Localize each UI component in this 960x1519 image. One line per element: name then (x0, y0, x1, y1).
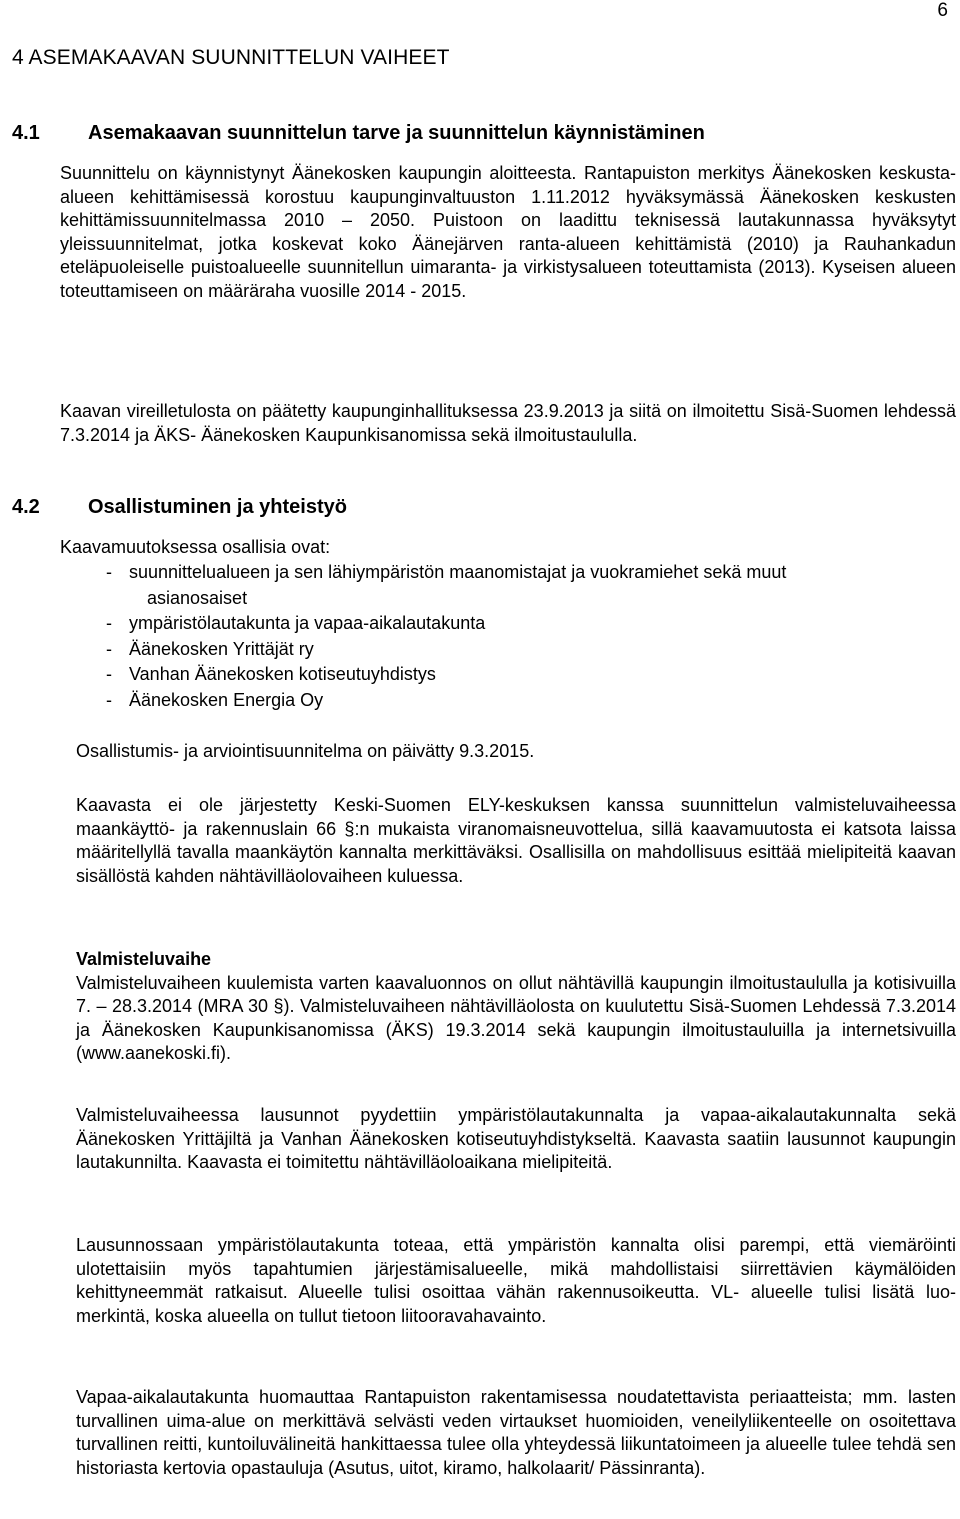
page-number: 6 (937, 0, 948, 21)
participants-list (106, 560, 956, 713)
list-item-text: ympäristölautakunta ja vapaa-aikalautakunta (129, 613, 486, 633)
list-item-text: Äänekosken Yrittäjät ry (129, 638, 314, 659)
section-4-1-heading (12, 120, 705, 146)
paragraph: Kaavamuutoksessa osallisia ovat: (60, 537, 331, 557)
list-item (106, 560, 956, 611)
oas-note (76, 740, 956, 764)
section-title: Osallistuminen ja yhteistyö (88, 496, 347, 518)
paragraph: Vapaa-aikalautakunta huomauttaa Rantapuiston rakentamisessa noudatettavista periaatteista; mm. lasten turvallinen uima-alue on merkittävä selvästi veden virtaukset huomioiden, veneilyliikenteelle on osoitettava turvallinen reitti, kuntoiluvälineitä hankittaessa tulee olla yhteydessä liikuntatoimeen ja alueelle tulee tehdä sen historiasta kertovia opastauluja (Asutus, uitot, kiramo, halkolaarit/ Pässinranta). (76, 1387, 956, 1478)
list-item (106, 611, 956, 637)
list-item-text: suunnittelualueen ja sen lähiympäristön maanomistajat ja vuokramiehet sekä muut (129, 562, 787, 582)
subheading: Valmisteluvaihe (76, 949, 212, 969)
preparation-paragraph-4 (76, 1386, 956, 1480)
paragraph: Osallistumis- ja arviointisuunnitelma on päivätty 9.3.2015. (76, 741, 535, 761)
chapter-title: 4 ASEMAKAAVAN SUUNNITTELUN VAIHEET (12, 46, 450, 69)
section-4-1-paragraph-2 (60, 400, 956, 447)
paragraph: Valmisteluvaiheessa lausunnot pyydettiin ympäristölautakunnalta ja vapaa-aikalautakunnalta sekä Äänekosken Yrittäjiltä ja Vanhan Äänekosken kotiseutuyhdistykseltä. Kaavasta saatiin lausunnot kaupungin lautakunnilta. Kaavasta ei toimitettu nähtävilläoloaikana mielipiteitä. (76, 1105, 956, 1172)
paragraph: Valmisteluvaiheen kuulemista varten kaavaluonnos on ollut nähtävillä kaupungin ilmoitustaululla ja kotisivuilla 7. – 28.3.2014 (MRA 30 §). Valmisteluvaiheen nähtävilläolosta on kuulutettu Sisä-Suomen Lehdessä 7.3.2014 ja Äänekosken Kaupunkisanomissa (ÄKS) 19.3.2014 sekä kaupungin ilmoitustauluilla ja internetsivuilla (www.aanekoski.fi). (76, 972, 956, 1063)
list-item-continuation: asianosaiset (147, 587, 248, 608)
preparation-paragraph-3 (76, 1234, 956, 1328)
participants-intro (60, 536, 956, 560)
paragraph: Kaavasta ei ole järjestetty Keski-Suomen ELY-keskuksen kanssa suunnittelun valmisteluvaiheessa maankäyttö- ja rakennuslain 66 §:n mukaista viranomaisneuvottelua, sillä kaavamuutosta ei katsota laissa määritellyllä tavalla maankäytön kannalta merkittäväksi. Osallisilla on mahdollisuus esittää mielipiteitä kaavan sisällöstä kahden nähtävilläolovaiheen kuluessa. (76, 795, 956, 886)
consultation-paragraph (76, 794, 956, 888)
list-item (106, 688, 956, 714)
paragraph: Lausunnossaan ympäristölautakunta toteaa, että ympäristön kannalta olisi parempi, että viemäröinti ulotettaisiin myös tapahtumien järjestämisalueelle, mikä mahdollistaisi siirrettävien käymälöiden kehittyneemmät ratkaisut. Alueelle tulisi osoittaa vähän rakennusoikeutta. VL- alueelle tulisi lisätä luo- merkintä, koska alueella on tullut tietoon liitooravahavainto. (76, 1235, 956, 1326)
section-number: 4.1 (12, 122, 40, 144)
list-item (106, 637, 956, 663)
paragraph: Suunnittelu on käynnistynyt Äänekosken kaupungin aloitteesta. Rantapuiston merkitys Äänekosken keskusta-alueen kehittämisessä korostuu kaupunginvaltuuston 1.11.2012 hyväksymässä Äänekosken keskusten kehittämissuunnitelmassa 2010 – 2050. Puistoon on laadittu teknisessä lautakunnassa hyväksytyt yleissuunnitelmat, jotka koskevat koko Äänejärven ranta-alueen kehittämistä (2010) ja Rauhankadun eteläpuoleiselle puistoalueelle suunnitellun uimaranta- ja virkistysalueen toteuttamista (2013). Kyseisen alueen toteuttamiseen on määräraha vuosille 2014 - 2015. (60, 163, 956, 301)
preparation-paragraph-2 (76, 1104, 956, 1175)
section-4-1-paragraph-1 (60, 162, 956, 303)
list-item-text: Vanhan Äänekosken kotiseutuyhdistys (129, 664, 436, 684)
list-item-text: Äänekosken Energia Oy (129, 689, 324, 710)
preparation-section (76, 948, 956, 1066)
section-number: 4.2 (12, 496, 40, 518)
paragraph: Kaavan vireilletulosta on päätetty kaupunginhallituksessa 23.9.2013 ja siitä on ilmoitettu Sisä-Suomen lehdessä 7.3.2014 ja ÄKS- Äänekosken Kaupunkisanomissa sekä ilmoitustaululla. (60, 401, 956, 445)
section-4-2-heading (12, 494, 347, 520)
section-title: Asemakaavan suunnittelun tarve ja suunnittelun käynnistäminen (88, 122, 705, 144)
list-item (106, 662, 956, 688)
